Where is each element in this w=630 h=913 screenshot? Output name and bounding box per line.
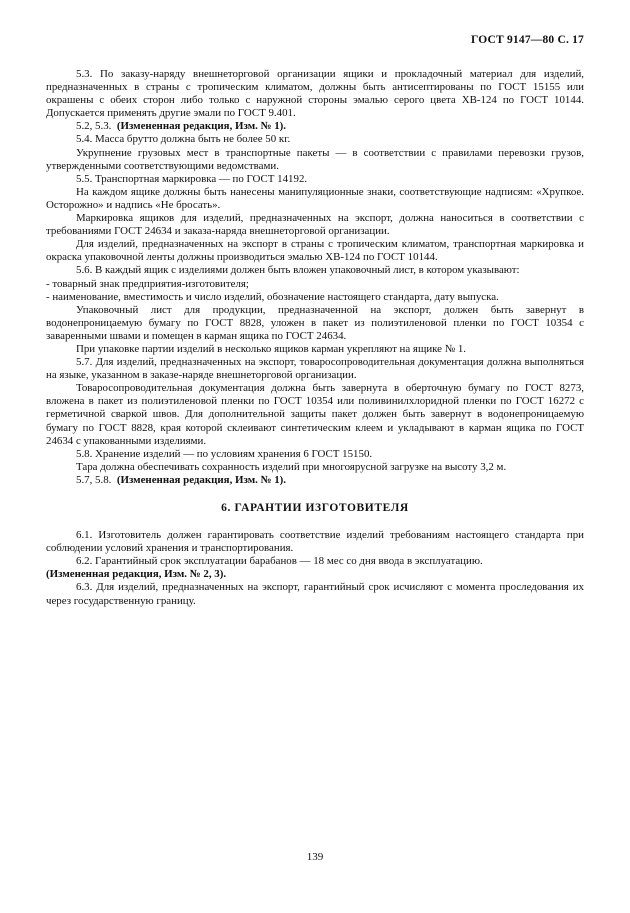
paragraph-5-8: 5.8. Хранение изделий — по условиям хранения 6 ГОСТ 15150. (76, 447, 373, 460)
section-title: 6. ГАРАНТИИ ИЗГОТОВИТЕЛЯ (221, 502, 409, 514)
paragraph-batch-packing: При упаковке партии изделий в несколько ящиков карман укрепляют на ящике № 1. (76, 342, 467, 355)
document-body (46, 68, 584, 608)
amendment-ref: 5.7, 5.8. (76, 473, 112, 486)
paragraph-6-1: 6.1. Изготовитель должен гарантировать соответствие изделий требованиям настоящего стандарта при соблюдении условий хранения и транспортирования. (46, 529, 584, 555)
amendment-label: (Измененная редакция, Изм. № 1). (116, 473, 287, 486)
list-item-name: - наименование, вместимость и число изделий, обозначение настоящего стандарта, дату выпуска. (46, 290, 499, 303)
amendment-ref: 5.2, 5.3. (76, 120, 112, 133)
amendment-label: (Измененная редакция, Изм. № 1). (116, 120, 287, 133)
list-item-trademark: - товарный знак предприятия-изготовителя; (46, 277, 249, 290)
paragraph-tropical-marking: Для изделий, предназначенных на экспорт в страны с тропическим климатом, транспортная маркировка и окраска упаковочной ленты должны производиться эмалью ХВ-124 по ГОСТ 10144. (46, 238, 584, 264)
amendment-note-5-7-5-8 (46, 474, 584, 487)
paragraph-5-5: 5.5. Транспортная маркировка — по ГОСТ 14192. (76, 172, 308, 185)
paragraph-consolidation: Укрупнение грузовых мест в транспортные пакеты — в соответствии с правилами перевозки грузов, утвержденными соответствующими ведомствами. (46, 146, 584, 172)
paragraph-packing-list-export: Упаковочный лист для продукции, предназначенной на экспорт, должен быть завернут в водонепроницаемую бумагу по ГОСТ 8828, уложен в пакет из полиэтиленовой пленки по ГОСТ 10354 с заваренными швами и помещен в карман ящика по ГОСТ 24634. (46, 303, 584, 342)
paragraph-5-6: 5.6. В каждый ящик с изделиями должен быть вложен упаковочный лист, в котором указывают: (76, 264, 520, 277)
paragraph-6-3: 6.3. Для изделий, предназначенных на экспорт, гарантийный срок исчисляют с момента проследования их через государственную границу. (46, 581, 584, 607)
paragraph-export-marking: Маркировка ящиков для изделий, предназначенных на экспорт, должна наноситься в соответствии с требованиями ГОСТ 24634 и заказа-наряда внешнеторговой организации. (46, 212, 584, 238)
amendment-note-5-2-5-3 (46, 120, 584, 133)
paragraph-6-2: 6.2. Гарантийный срок эксплуатации барабанов — 18 мес со дня ввода в эксплуатацию. (76, 555, 483, 568)
paragraph-shipping-docs: Товаросопроводительная документация должна быть завернута в оберточную бумагу по ГОСТ 8273, вложена в пакет из полиэтиленовой пленки по ГОСТ 10354 или поливинилхлоридной пленки по ГОСТ 16272 с герметичной сваркой швов. Для дополнительной защиты пакет должен быть завернут в водонепроницаемую бумагу по ГОСТ 8828, края которой склеивают синтетическим клеем и укладывают в карман ящика по ГОСТ 24634 с упакованными изделиями. (46, 382, 584, 447)
page-number: 139 (306, 851, 324, 863)
paragraph-5-7: 5.7. Для изделий, предназначенных на экспорт, товаросопроводительная документация должна выполняться на языке, указанном в заказе-наряде внешнеторговой организации. (46, 356, 584, 382)
paragraph-5-4: 5.4. Масса брутто должна быть не более 50 кг. (76, 133, 291, 146)
paragraph-handling-marks: На каждом ящике должны быть нанесены манипуляционные знаки, соответствующие надписям: «Хрупкое. Осторожно» и надпись «Не бросать». (46, 185, 584, 211)
page-header: ГОСТ 9147—80 С. 17 (471, 34, 584, 46)
paragraph-5-3: 5.3. По заказу-наряду внешнеторговой организации ящики и прокладочный материал для изделий, предназначенных в страны с тропическим климатом, должны быть антисептированы по ГОСТ 15155 или окрашены с обеих сторон либо только с наружной стороны эмалью серого цвета ХВ-124 по ГОСТ 10144. Допускается применять другие эмали по ГОСТ 9.401. (46, 68, 584, 120)
amendment-note-6-2: (Измененная редакция, Изм. № 2, 3). (46, 568, 227, 581)
paragraph-container-load: Тара должна обеспечивать сохранность изделий при многоярусной загрузке на высоту 3,2 м. (76, 460, 507, 473)
